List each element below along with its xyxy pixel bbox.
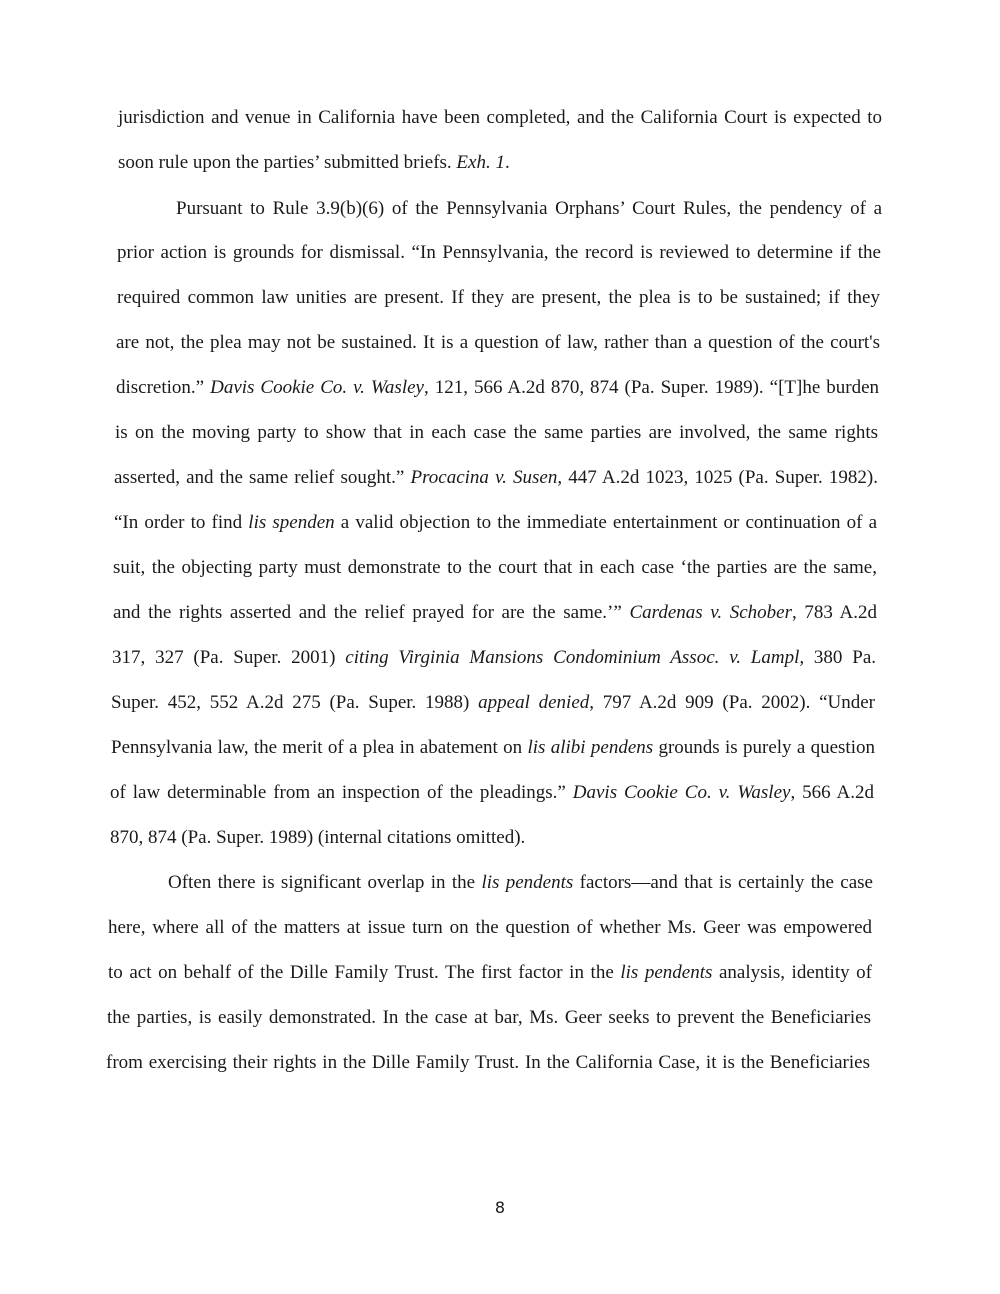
paragraph-1-line bbox=[118, 151, 510, 175]
text-run: a valid objection to the immediate entertainment or continuation of a bbox=[334, 512, 878, 533]
text-run: Super. 452, 552 A.2d 275 (Pa. Super. 1988) bbox=[111, 692, 479, 713]
text-run: the parties, is easily demonstrated. In the case at bar, Ms. Geer seeks to prevent the Beneficiaries bbox=[107, 1007, 871, 1028]
text-run: Pursuant to Rule 3.9(b)(6) of the Pennsylvania Orphans’ Court Rules, the pendency of a bbox=[176, 198, 882, 219]
text-run: , 566 A.2d bbox=[790, 782, 874, 803]
text-run: discretion.” bbox=[116, 377, 211, 398]
paragraph-2-line bbox=[115, 421, 878, 445]
text-run: , 447 A.2d 1023, 1025 (Pa. Super. 1982). bbox=[557, 467, 879, 488]
paragraph-2-line bbox=[114, 511, 877, 535]
text-run: here, where all of the matters at issue turn on the question of whether Ms. Geer was empowered bbox=[108, 917, 872, 938]
italic-text: appeal denied bbox=[478, 692, 590, 713]
paragraph-3-line bbox=[108, 916, 872, 940]
text-run: Often there is significant overlap in the bbox=[168, 872, 482, 893]
text-run: to act on behalf of the Dille Family Trust. The first factor in the bbox=[108, 962, 621, 983]
paragraph-2-line bbox=[112, 646, 876, 670]
text-run: 380 Pa. bbox=[804, 647, 877, 668]
text-run: analysis, identity of bbox=[712, 962, 873, 983]
paragraph-1-line bbox=[118, 106, 882, 130]
paragraph-2-line bbox=[113, 601, 877, 625]
text-run: “In order to find bbox=[114, 512, 249, 533]
text-run: grounds is purely a question bbox=[653, 737, 875, 758]
page-number: 8 bbox=[494, 1198, 506, 1217]
text-run: is on the moving party to show that in each case the same parties are involved, the same rights bbox=[115, 422, 878, 443]
italic-text: lis spenden bbox=[248, 512, 335, 533]
paragraph-2-line bbox=[110, 826, 525, 850]
paragraph-3-line bbox=[106, 1051, 870, 1075]
text-run: required common law unities are present. If they are present, the plea is to be sustained; if they bbox=[117, 287, 880, 308]
italic-text: lis alibi pendens bbox=[527, 737, 654, 758]
paragraph-2-line bbox=[116, 376, 879, 400]
text-run: . bbox=[504, 152, 510, 173]
paragraph-3-line bbox=[168, 871, 873, 895]
paragraph-2-line bbox=[116, 331, 880, 355]
text-run: soon rule upon the parties’ submitted briefs. bbox=[118, 152, 457, 173]
text-run: and the rights asserted and the relief prayed for are the same.’” bbox=[113, 602, 630, 623]
text-run: of law determinable from an inspection of the pleadings.” bbox=[110, 782, 573, 803]
paragraph-2-line bbox=[117, 286, 880, 310]
italic-text: Davis Cookie Co. v. Wasley bbox=[210, 377, 424, 398]
text-run: , 797 A.2d 909 (Pa. 2002). “Under bbox=[589, 692, 875, 713]
text-run: suit, the objecting party must demonstrate to the court that in each case ‘the parties are the same, bbox=[113, 557, 877, 578]
text-run: from exercising their rights in the Dille Family Trust. In the California Case, it is the Beneficiaries bbox=[106, 1052, 870, 1073]
text-run: , 783 A.2d bbox=[792, 602, 877, 623]
paragraph-2-line bbox=[111, 691, 875, 715]
text-run: factors—and that is certainly the case bbox=[573, 872, 873, 893]
paragraph-2-line bbox=[176, 197, 882, 221]
paragraph-2-line bbox=[111, 736, 875, 760]
italic-text: lis pendents bbox=[481, 872, 574, 893]
italic-text: Procacina v. Susen bbox=[410, 467, 558, 488]
paragraph-2-line bbox=[113, 556, 877, 580]
italic-text: lis pendents bbox=[620, 962, 713, 983]
italic-text: Davis Cookie Co. v. Wasley bbox=[572, 782, 791, 803]
text-run: 317, 327 (Pa. Super. 2001) bbox=[112, 647, 346, 668]
text-run: asserted, and the same relief sought.” bbox=[114, 467, 411, 488]
text-run: 870, 874 (Pa. Super. 1989) (internal citations omitted). bbox=[110, 827, 526, 848]
paragraph-2-line bbox=[117, 241, 881, 265]
text-run: Pennsylvania law, the merit of a plea in abatement on bbox=[111, 737, 528, 758]
italic-text: Cardenas v. Schober bbox=[629, 602, 792, 623]
text-run: jurisdiction and venue in California have been completed, and the California Court is expected to bbox=[118, 107, 882, 128]
italic-text: citing Virginia Mansions Condominium Assoc. v. Lampl, bbox=[345, 647, 805, 668]
paragraph-2-line bbox=[114, 466, 878, 490]
text-run: are not, the plea may not be sustained. It is a question of law, rather than a question of the court's bbox=[116, 332, 880, 353]
italic-text: Exh. 1 bbox=[456, 152, 505, 173]
text-run: prior action is grounds for dismissal. “In Pennsylvania, the record is reviewed to determine if the bbox=[117, 242, 881, 263]
paragraph-2-line bbox=[110, 781, 874, 805]
paragraph-3-line bbox=[108, 961, 872, 985]
paragraph-3-line bbox=[107, 1006, 871, 1030]
text-run: , 121, 566 A.2d 870, 874 (Pa. Super. 1989). “[T]he burden bbox=[423, 377, 880, 398]
